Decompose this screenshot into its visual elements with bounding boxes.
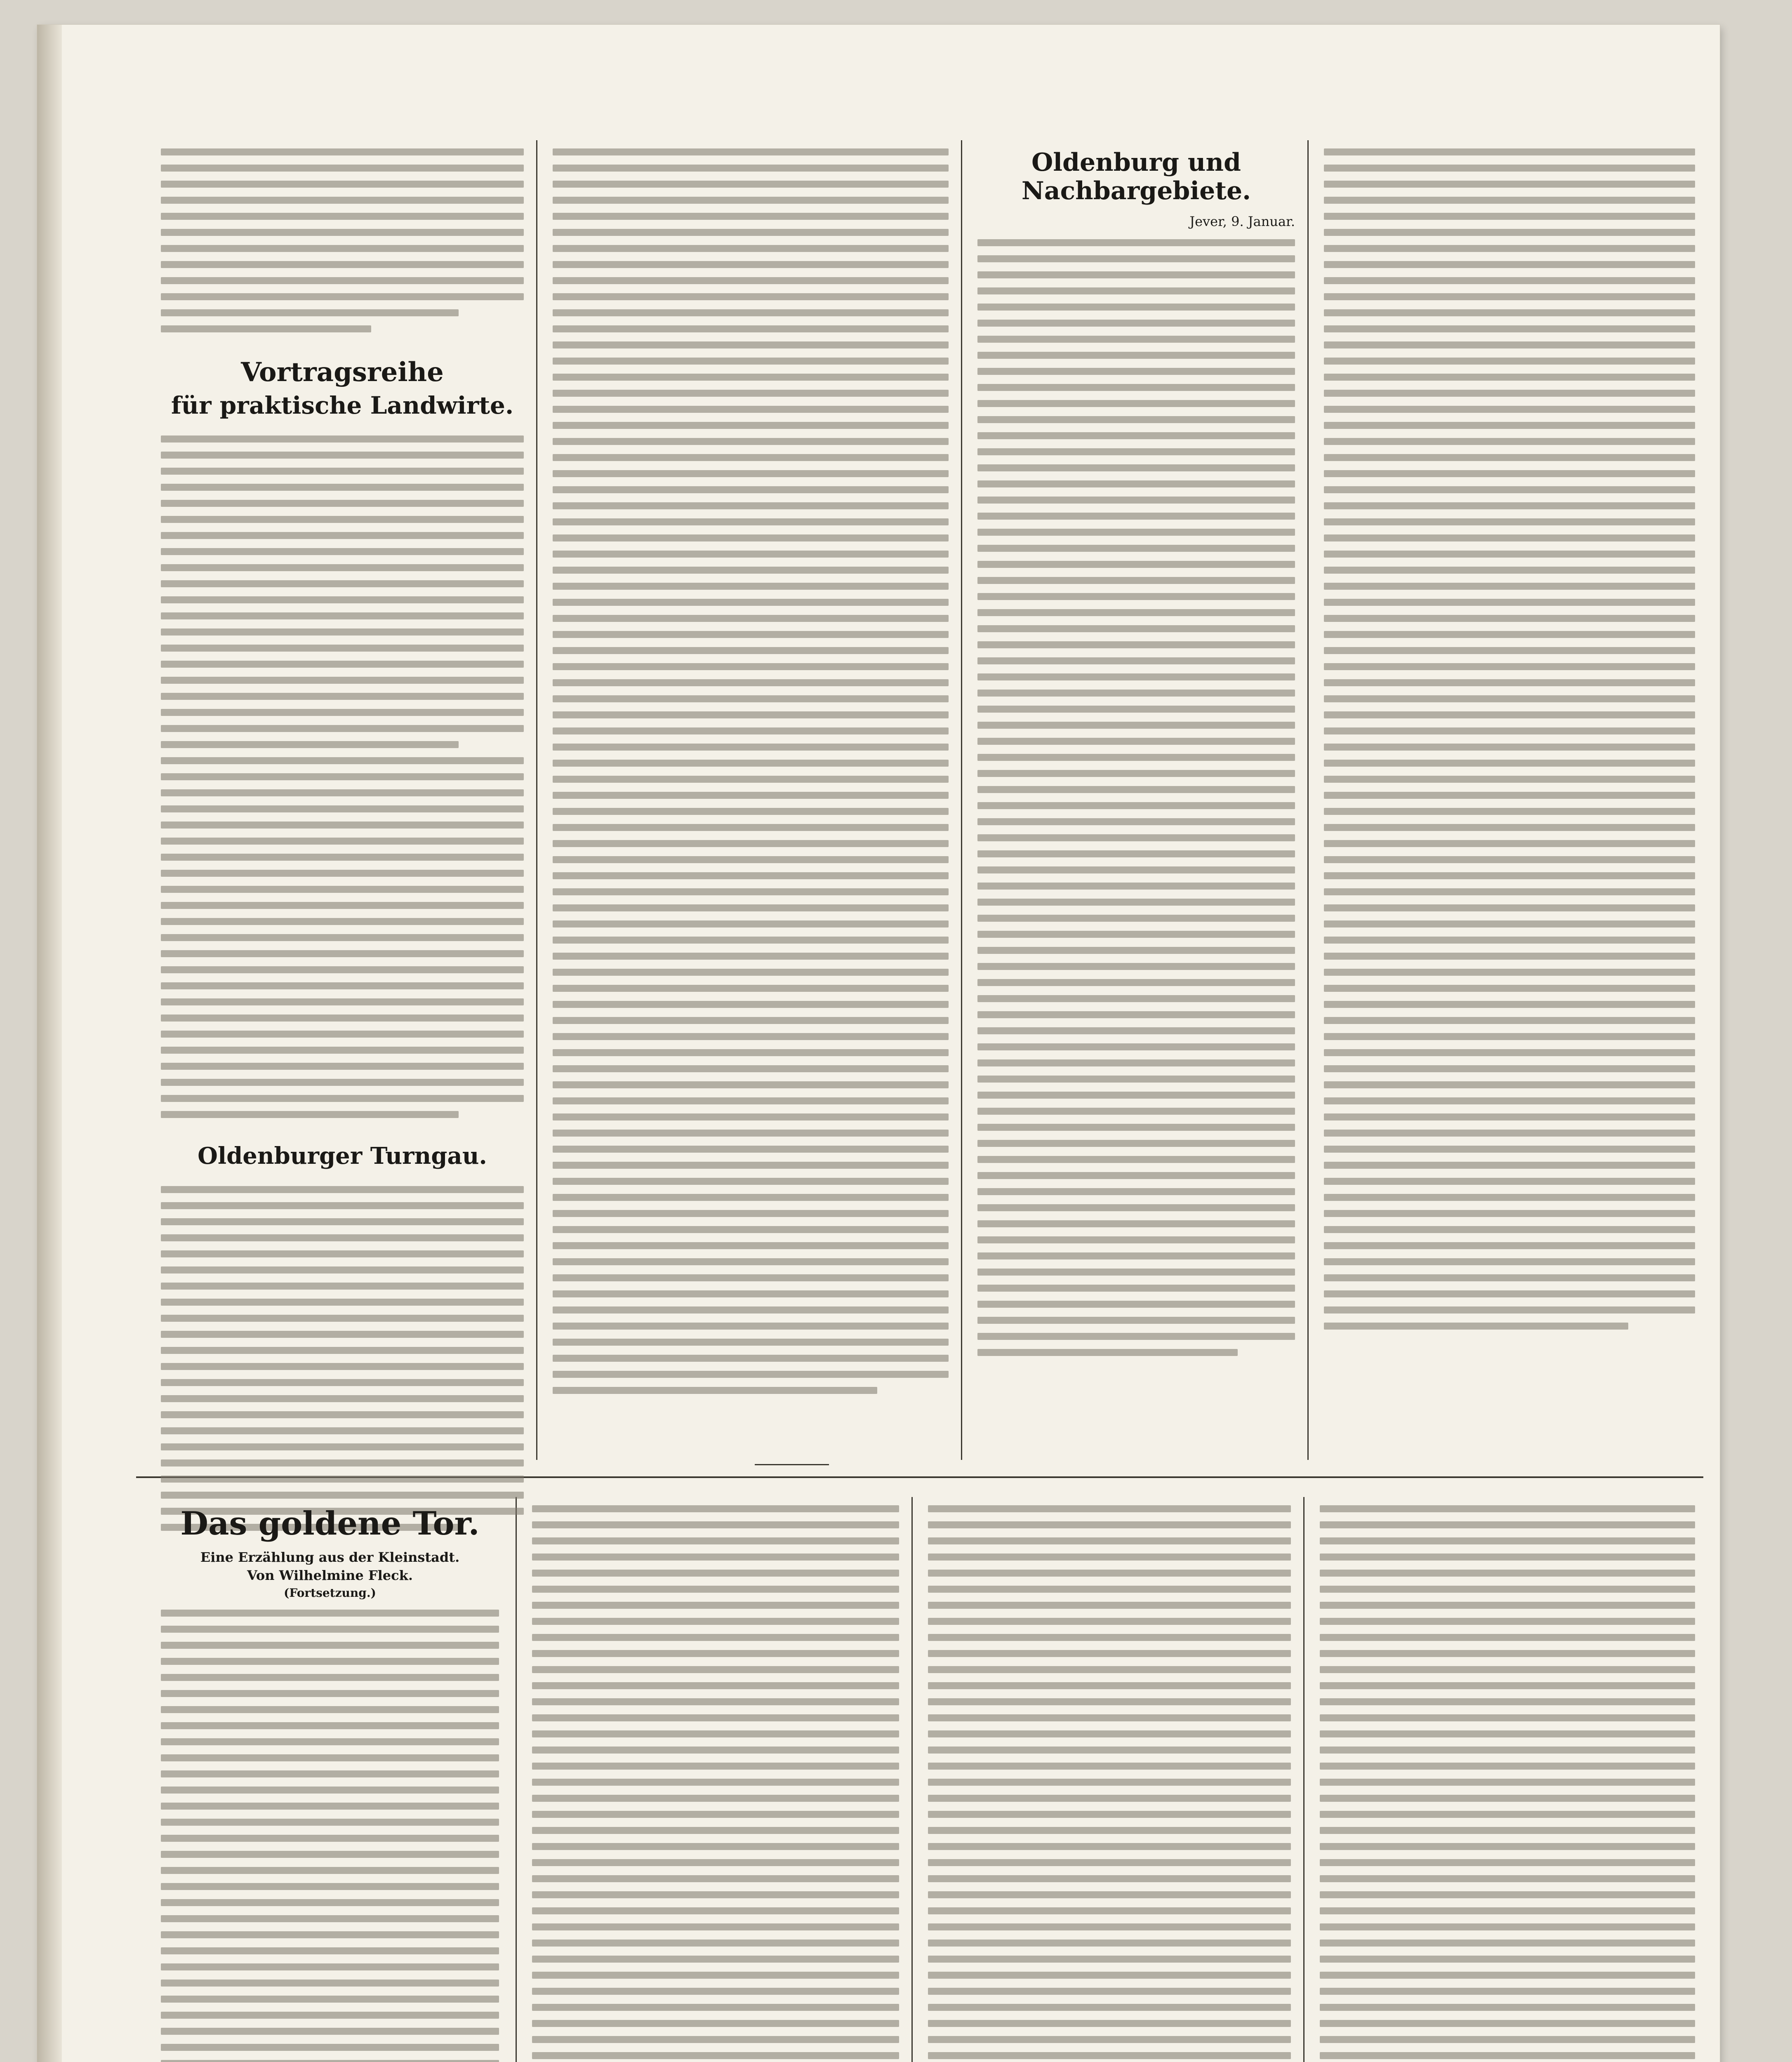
serial-title: Das goldene Tor. bbox=[180, 1505, 480, 1542]
column-rule bbox=[1303, 1497, 1305, 2062]
article-text bbox=[532, 1505, 899, 2062]
column-rule bbox=[911, 1497, 913, 2062]
serial-column-1 bbox=[161, 1505, 499, 2062]
serial-column-3 bbox=[928, 1505, 1291, 2062]
article-text bbox=[161, 148, 524, 332]
column-rule bbox=[516, 1497, 517, 2062]
serial-column-2 bbox=[532, 1505, 899, 2062]
article-text bbox=[1324, 148, 1695, 1330]
newspaper-page bbox=[37, 25, 1720, 2062]
column-rule bbox=[961, 140, 962, 1460]
article-text bbox=[553, 148, 949, 1394]
serial-author: Von Wilhelmine Fleck. bbox=[247, 1568, 413, 1584]
page-binding-shadow bbox=[37, 25, 62, 2062]
column-3-upper bbox=[977, 148, 1295, 1367]
section-heading: für praktische Landwirte. bbox=[171, 391, 514, 419]
ornament-rule bbox=[755, 1464, 829, 1465]
article-text bbox=[928, 1505, 1291, 2062]
article-text bbox=[977, 239, 1295, 1356]
column-rule bbox=[536, 140, 537, 1460]
article-text bbox=[161, 435, 524, 1118]
column-1-upper bbox=[161, 148, 524, 1542]
column-2-upper bbox=[553, 148, 949, 1405]
article-text bbox=[161, 1186, 524, 1531]
article-text bbox=[1320, 1505, 1695, 2062]
section-heading: Oldenburger Turngau. bbox=[198, 1142, 487, 1170]
serial-subtitle: Eine Erzählung aus der Kleinstadt. bbox=[200, 1549, 460, 1565]
article-text bbox=[161, 1610, 499, 2062]
serial-note: (Fortsetzung.) bbox=[284, 1586, 376, 1600]
dateline: Jever, 9. Januar. bbox=[1189, 214, 1295, 229]
section-heading: Vortragsreihe bbox=[241, 357, 444, 388]
section-heading: Oldenburg und Nachbargebiete. bbox=[1021, 148, 1251, 205]
column-rule bbox=[1307, 140, 1309, 1460]
column-4-upper bbox=[1324, 148, 1695, 1340]
serial-column-4 bbox=[1320, 1505, 1695, 2062]
